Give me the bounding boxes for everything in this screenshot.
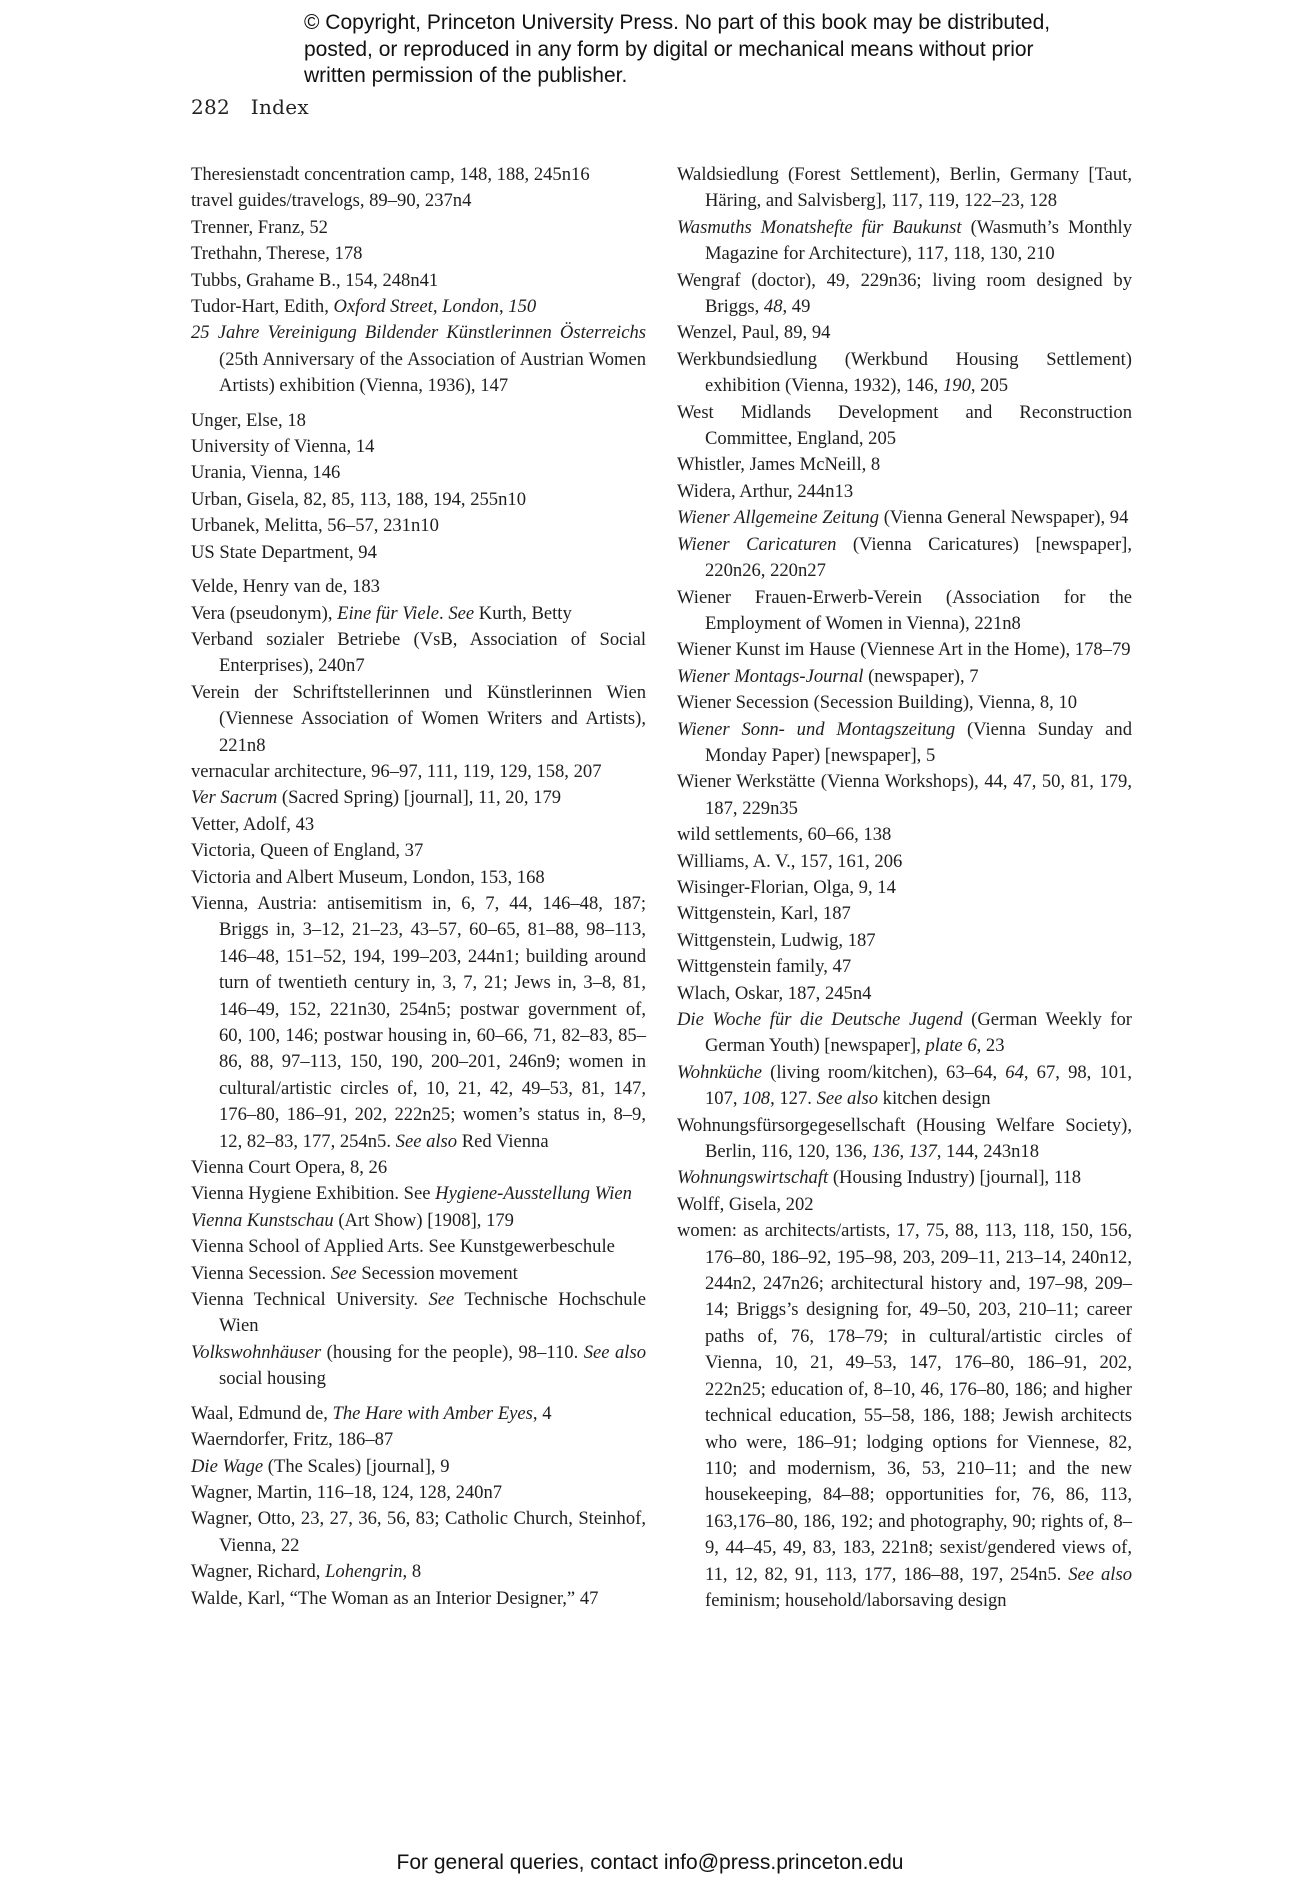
index-entry [677,1007,1132,1060]
index-entry-italic-text: Die Woche für die Deutsche Jugend [677,1009,963,1030]
index-entry-text: social housing [219,1368,326,1390]
index-entry-italic-text: See [428,1289,455,1311]
index-entry-italic-text: Eine für Viele [337,602,440,624]
index-entry-text: Vienna Hygiene Exhibition. See [191,1183,436,1205]
index-entry [677,769,1132,822]
index-entry [191,1261,646,1287]
index-entry-italic-text: Vienna Kunstschau [191,1209,334,1231]
index-entry [191,408,646,434]
index-entry-text: Wenzel, Paul, 89, 94 [677,322,831,344]
index-entry [191,812,646,838]
index-entry-text: Wagner, Otto, 23, 27, 36, 56, 83; Catholic Church, Steinhof, Vienna, 22 [191,1508,646,1556]
index-entry-italic-text: The Hare with Amber Eyes [332,1402,533,1424]
index-entry-text: Vera (pseudonym), [191,602,338,624]
index-entry [191,1454,646,1480]
index-entry [677,928,1132,954]
index-entry [191,785,646,811]
index-entry-text: (living room/kitchen), 63–64, [762,1061,1006,1083]
index-entry-text: (Sacred Spring) [journal], 11, 20, 179 [277,787,562,809]
index-entry-italic-text: See also [395,1130,458,1152]
index-entry-italic-text: See also [1068,1563,1132,1585]
index-entry [191,487,646,513]
index-entry [191,241,646,267]
index-entry-text: Wiener Werkstätte (Vienna Workshops), 44, 47, 50, 81, 179, 187, 229n35 [677,771,1132,819]
index-entry [677,479,1132,505]
index-entry-text: Urania, Vienna, 146 [191,462,341,484]
index-entry-text: feminism; household/laborsaving design [705,1589,1007,1611]
index-entry [191,1480,646,1506]
index-column-right [677,162,1132,1614]
index-entry [191,680,646,759]
index-entry-text: (Vienna Sunday and Monday Paper) [newspaper], 5 [705,718,1133,766]
index-entry-text: , [899,1141,909,1163]
index-entry [677,1060,1132,1113]
index-entry-text: Wiener Secession (Secession Building), Vienna, 8, 10 [677,692,1078,714]
index-entry [191,601,646,627]
index-entry-text: Wittgenstein family, 47 [677,956,852,978]
index-entry-text: Wohnungsfürsorgegesellschaft (Housing Welfare Society), Berlin, 116, 120, 136, [677,1114,1132,1163]
index-entry-text: Wiener Kunst im Hause (Viennese Art in the Home), 178–79 [677,639,1131,661]
index-entry-italic-text: Wiener Caricaturen [677,533,837,555]
index-entry-text: Wiener Frauen-Erwerb-Verein (Association for the Employment of Women in Vienna), 221n8 [677,586,1132,634]
index-entry [191,1155,646,1181]
footer-contact: For general queries, contact info@press.princeton.edu [396,1851,904,1874]
index-entry [191,294,646,320]
index-entry-text: . [439,602,449,624]
index-entry-italic-text: 150 [508,296,537,318]
index-entry-text: Urban, Gisela, 82, 85, 113, 188, 194, 255n10 [191,488,526,510]
index-entry-text: Wlach, Oskar, 187, 245n4 [677,982,872,1004]
index-entry [191,434,646,460]
index-entry-text: Werkbundsiedlung (Werkbund Housing Settlement) exhibition (Vienna, 1932), 146, [677,348,1132,397]
running-head [191,95,309,119]
index-entry-text: Wisinger-Florian, Olga, 9, 14 [677,876,896,898]
index-entry [677,532,1132,585]
index-entry [191,838,646,864]
index-entry [191,1208,646,1234]
index-entry-italic-text: 190 [942,375,971,397]
index-entry [191,540,646,566]
index-entry [191,215,646,241]
index-entry-text: Vetter, Adolf, 43 [191,813,315,835]
index-entry-text: Wengraf (doctor), 49, 229n36; living room designed by Briggs, [677,269,1132,318]
index-entry [677,347,1132,400]
index-entry-text: , 4 [532,1402,552,1424]
copyright-notice: © Copyright, Princeton University Press. No part of this book may be distributed, posted, or reproduced in any form by digital or mechanical means without prior written permission of the publisher. [304,11,1051,87]
index-entry-italic-text: See [448,602,475,624]
index-entry [677,400,1132,453]
index-entry [677,1113,1132,1166]
index-entry [191,188,646,214]
index-entry [677,822,1132,848]
index-entry [191,1181,646,1207]
index-entry-italic-text: 108 [742,1088,771,1110]
index-entry-text: , 144, 243n18 [936,1141,1039,1163]
index-entry [677,637,1132,663]
index-entry-text: Wolff, Gisela, 202 [677,1193,814,1215]
index-entry-italic-text: Lohengrin [325,1561,403,1583]
index-entry-text: Secession movement [356,1262,518,1284]
index-entry [677,690,1132,716]
index-entry [191,1427,646,1453]
index-entry-text: vernacular architecture, 96–97, 111, 119, 129, 158, 207 [191,760,602,782]
index-entry-italic-text: Volkswohnhäuser [191,1341,322,1363]
index-entry-italic-text: Die Wage [191,1455,264,1477]
index-entry [677,162,1132,215]
index-entry-text: Trenner, Franz, 52 [191,216,328,238]
index-entry [191,759,646,785]
index-entry-italic-text: plate 6 [925,1035,977,1057]
index-entry-italic-text: Wiener Allgemeine Zeitung [677,507,880,529]
index-entry-text: , 67, 98, 101, 107, [705,1061,1132,1110]
index-entry-text: Wagner, Richard, [191,1561,326,1583]
section-title: Index [250,95,309,119]
index-entry-italic-text: Wohnungswirtschaft [677,1167,829,1189]
index-entry [677,585,1132,638]
index-entry-text: Verein der Schriftstellerinnen und Künstlerinnen Wien (Viennese Association of Women Writers and Artists), 221n8 [191,681,646,756]
index-entry [191,574,646,600]
index-entry-text: Urbanek, Melitta, 56–57, 231n10 [191,515,439,537]
index-entry-text: Wittgenstein, Ludwig, 187 [677,929,876,951]
index-entry-text: women: as architects/artists, 17, 75, 88, 113, 118, 150, 156, 176–80, 186–92, 195–98, 203, 209–11, 213–14, 240n12, 244n2, 247n26; architectural history and, 197–98, 209–14; Briggs’s designing for, 49–50, 203, 210–11; career paths of, 76, 178–79; in cultural/artistic circles of Vienna, 10, 21, 49–53, 147, 176–80, 186–91, 202, 222n25; education of, 8–10, 46, 176–80, 186; and higher technical education, 55–58, 186, 188; Jewish architects who were, 186–91; lodging options for Viennese, 82, 110; and modernism, 36, 53, 210–11; and the new housekeeping, 84–88; opportunities for, 76, 86, 113, 163,176–80, 186, 192; and photography, 90; rights of, 8–9, 44–45, 49, 83, 183, 221n8; sexist/gendered views of, 11, 12, 82, 91, 113, 177, 186–88, 197, 254n5. [677,1220,1132,1585]
index-entry [677,1218,1132,1614]
index-entry-text: (Art Show) [1908], 179 [333,1209,514,1231]
index-entry [191,865,646,891]
index-entry-text: Waldsiedlung (Forest Settlement), Berlin, Germany [Taut, Häring, and Salvisberg], 117, 119, 122–23, 128 [677,164,1132,212]
index-entry [191,1506,646,1559]
page-number: 282 [191,95,231,119]
index-entry [677,268,1132,321]
index-entry-text: Tubbs, Grahame B., 154, 248n41 [191,269,439,291]
index-entry-italic-text: 48 [763,296,783,318]
index-entry-text: , [498,296,509,318]
index-entry-text: Victoria, Queen of England, 37 [191,840,424,862]
index-entry-italic-text: Wiener Sonn- und Montagszeitung [677,718,956,740]
index-entry [191,268,646,294]
index-entry [677,320,1132,346]
index-entry-italic-text: Oxford Street, London [333,296,499,318]
index-entry-text: Vienna Technical University. [191,1289,429,1311]
index-entry-text: US State Department, 94 [191,541,377,563]
index-entry [677,717,1132,770]
index-entry-italic-text: 64 [1005,1061,1024,1083]
index-entry-text: Velde, Henry van de, 183 [191,576,380,598]
index-entry-text: Unger, Else, 18 [191,409,306,431]
index-entry-text: Verband sozialer Betriebe (VsB, Association of Social Enterprises), 240n7 [191,628,646,677]
index-entry [191,1401,646,1427]
index-entry [677,849,1132,875]
index-entry-italic-text: 25 Jahre Vereinigung Bildender Künstlerinnen Österreichs [191,322,646,344]
index-entry [677,1165,1132,1191]
index-entry-text: (newspaper), 7 [863,665,979,687]
index-entry-text: Wagner, Martin, 116–18, 124, 128, 240n7 [191,1481,503,1503]
index-entry-italic-text: 137 [908,1141,937,1163]
index-entry-text: , 23 [976,1035,1005,1057]
index-entry-text: Waal, Edmund de, [191,1402,333,1424]
index-entry-text: travel guides/travelogs, 89–90, 237n4 [191,190,472,212]
index-entry-italic-text: Wiener Montags-Journal [677,665,864,687]
index-entry-text: Vienna Court Opera, 8, 26 [191,1157,388,1179]
index-entry-text: (housing for the people), 98–110. [321,1341,584,1363]
index-entry-text: (German Weekly for German Youth) [newspaper], [705,1009,1132,1057]
index-entry-text: (Wasmuth’s Monthly Magazine for Architecture), 117, 118, 130, 210 [705,216,1133,265]
index-entry-text: Wittgenstein, Karl, 187 [677,903,851,925]
index-entry-text: Vienna School of Applied Arts. See Kunstgewerbeschule [191,1236,615,1258]
index-entry-text: Victoria and Albert Museum, London, 153, 168 [191,866,545,888]
index-entry-text: , 8 [402,1561,422,1583]
index-entry-italic-text: See also [816,1088,879,1110]
index-entry [191,162,646,188]
index-column-left [191,162,646,1612]
index-entry [677,452,1132,478]
index-entry-text: (Vienna General Newspaper), 94 [879,507,1129,529]
index-entry-italic-text: Hygiene-Ausstellung Wien [435,1183,632,1205]
index-entry-text: Whistler, James McNeill, 8 [677,454,881,476]
index-entry-text: Trethahn, Therese, 178 [191,243,363,265]
index-entry-text: University of Vienna, 14 [191,436,375,458]
index-entry-text: (The Scales) [journal], 9 [263,1455,450,1477]
index-entry-text: (Housing Industry) [journal], 118 [828,1167,1082,1189]
index-entry-text: Widera, Arthur, 244n13 [677,480,854,502]
index-entry-text: Theresienstadt concentration camp, 148, 188, 245n16 [191,164,590,185]
index-entry-text: kitchen design [878,1088,991,1110]
index-entry-text: Kurth, Betty [474,602,572,624]
index-entry-italic-text: See also [583,1341,646,1363]
index-entry [677,664,1132,690]
index-entry [677,505,1132,531]
index-entry [677,901,1132,927]
index-entry-text: wild settlements, 60–66, 138 [677,824,892,846]
index-entry [677,1192,1132,1218]
index-entry-text: Technische Hochschule Wien [219,1289,646,1337]
index-entry [677,954,1132,980]
index-entry [191,1559,646,1585]
index-entry-text: Waerndorfer, Fritz, 186–87 [191,1429,394,1451]
index-entry [191,627,646,680]
index-entry [677,981,1132,1007]
index-entry [191,1586,646,1612]
index-entry [191,513,646,539]
index-entry-text: Vienna Secession. [191,1262,331,1284]
index-entry-text: , 127. [770,1088,817,1110]
index-entry-text: (Vienna Caricatures) [newspaper], 220n26, 220n27 [705,533,1132,582]
index-entry-text: (25th Anniversary of the Association of Austrian Women Artists) exhibition (Vienna, 1936), 147 [219,348,646,397]
index-entry-text: Williams, A. V., 157, 161, 206 [677,850,903,872]
index-entry-italic-text: See [330,1262,357,1284]
index-entry [191,1340,646,1393]
index-entry-text: Red Vienna [457,1130,549,1152]
index-entry [191,320,646,399]
index-entry-text: , 205 [970,375,1009,397]
index-entry [191,891,646,1155]
index-entry [191,1234,646,1260]
index-entry [191,460,646,486]
index-entry [677,875,1132,901]
index-entry-text: , 49 [782,296,811,318]
index-entry-italic-text: Ver Sacrum [191,787,278,809]
index-entry [677,215,1132,268]
index-entry-italic-text: Wasmuths Monatshefte für Baukunst [677,216,962,238]
index-entry-text: Tudor-Hart, Edith, [191,296,334,318]
index-entry-text: West Midlands Development and Reconstruction Committee, England, 205 [677,401,1132,450]
index-entry [191,1287,646,1340]
index-entry-italic-text: Wohnküche [677,1061,763,1083]
index-entry-text: Walde, Karl, “The Woman as an Interior Designer,” 47 [191,1587,599,1609]
index-entry-italic-text: 136 [871,1141,900,1163]
index-entry-text: Vienna, Austria: antisemitism in, 6, 7, 44, 146–48, 187; Briggs in, 3–12, 21–23, 43–57, 60–65, 81–88, 98–113, 146–48, 151–52, 194, 199–203, 244n1; building around turn of twentieth century in, 3, 7, 21; Jews in, 3–8, 81, 146–49, 152, 221n30, 254n5; postwar government of, 60, 100, 146; postwar housing in, 60–66, 71, 82–83, 85–86, 88, 97–113, 150, 190, 200–201, 246n9; women in cultural/artistic circles of, 10, 21, 42, 49–53, 81, 147, 176–80, 186–91, 202, 222n25; women’s status in, 8–9, 12, 82–83, 177, 254n5. [191,892,646,1152]
